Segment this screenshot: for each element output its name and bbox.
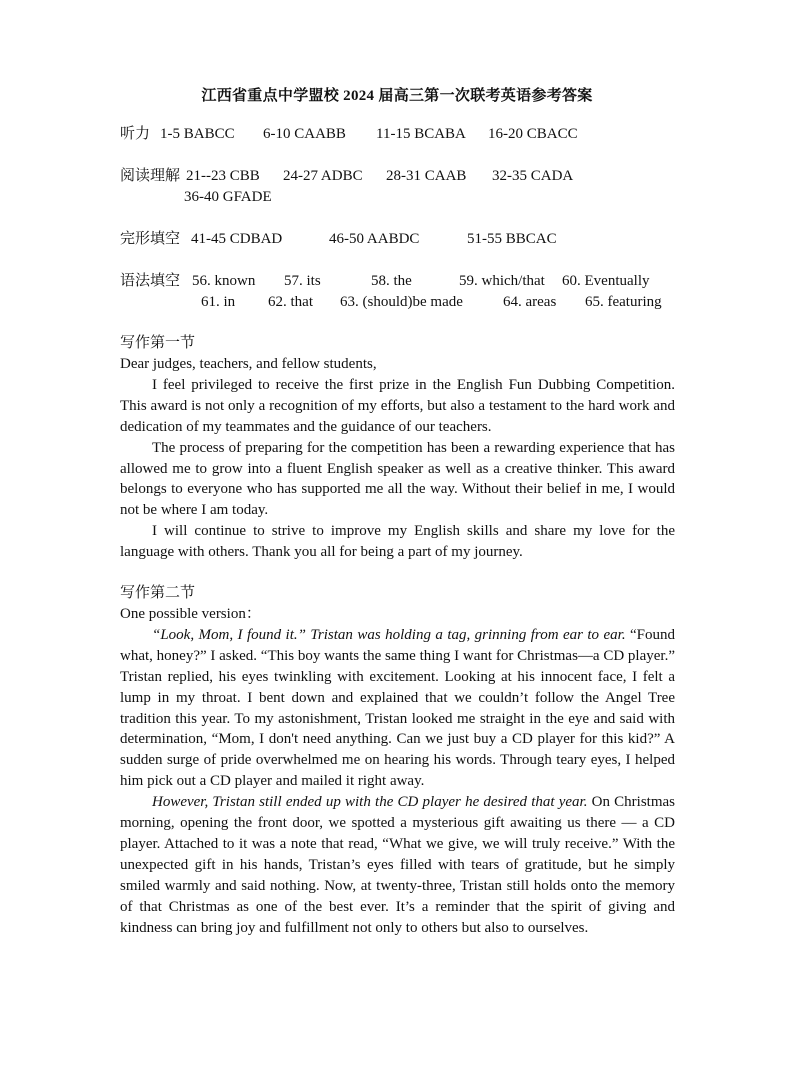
writing2-paragraph [120, 625, 675, 792]
writing2-body [120, 604, 675, 939]
writing1-salutation: Dear judges, teachers, and fellow students, [120, 356, 377, 372]
grammar-answer: 61. in [201, 294, 236, 310]
writing2-opening-line: However, Tristan still ended up with the CD player he desired that year. [152, 794, 588, 811]
cloze-group: 51-55 BBCAC [467, 231, 557, 247]
writing2-paragraph-text: “Found what, honey?” I asked. “This boy wants the same thing I want for Christmas—a CD player.” Tristan replied, his eyes twinkling with excitement. Looking at his innocent face, I felt a lump in my throat. I bent down and explained that we couldn’t follow the Angel Tree tradition this year. To my astonishment, Tristan looked me straight in the eye and said with determination, “Mom, I don't need anything. Can we just buy a CD player for this kid?” A sudden surge of pride overwhelmed me on hearing his words. Through teary eyes, I helped him pick out a CD player and mailed it right away. [120, 626, 676, 790]
listening-group: 1-5 BABCC [160, 126, 235, 142]
page-title: 江西省重点中学盟校 2024 届高三第一次联考英语参考答案 [201, 88, 593, 104]
writing1-body [120, 354, 675, 563]
cloze-row [120, 229, 680, 249]
reading-group: 28-31 CAAB [386, 168, 467, 184]
reading-group: 21--23 CBB [186, 168, 260, 184]
reading-row [120, 166, 680, 186]
grammar-answer: 60. Eventually [562, 273, 650, 289]
writing1-heading: 写作第一节 [120, 335, 196, 351]
grammar-answer: 62. that [268, 294, 313, 310]
writing1-paragraph: I feel privileged to receive the first prize in the English Fun Dubbing Competition. This award is not only a recognition of my efforts, but also a testament to the hard work and dedication of my teammates and the guidance of our teachers. [120, 376, 675, 435]
cloze-group: 46-50 AABDC [329, 231, 420, 247]
grammar-row-1 [120, 271, 680, 291]
grammar-answer: 65. featuring [585, 294, 662, 310]
listening-label: 听力 [120, 126, 151, 142]
grammar-label: 语法填空 [120, 273, 181, 289]
reading-group: 24-27 ADBC [283, 168, 363, 184]
writing2-heading: 写作第二节 [120, 585, 196, 601]
grammar-answer: 59. which/that [459, 273, 545, 289]
writing1-paragraph: I will continue to strive to improve my English skills and share my love for the language with others. Thank you all for being a part of my journey. [120, 523, 675, 561]
listening-group: 11-15 BCABA [376, 126, 466, 142]
writing2-paragraph [120, 792, 675, 938]
writing2-opening-line: “Look, Mom, I found it.” Tristan was holding a tag, grinning from ear to ear. [152, 626, 626, 643]
grammar-answer: 57. its [284, 273, 321, 289]
reading-group: 32-35 CADA [492, 168, 574, 184]
grammar-answer: 58. the [371, 273, 412, 289]
reading-label: 阅读理解 [120, 168, 181, 184]
grammar-answer: 64. areas [503, 294, 557, 310]
writing2-intro: One possible version： [120, 606, 261, 622]
listening-row [120, 124, 680, 144]
listening-group: 6-10 CAABB [263, 126, 346, 142]
listening-group: 16-20 CBACC [488, 126, 578, 142]
grammar-answer: 63. (should)be made [340, 294, 463, 310]
reading-group: 36-40 GFADE [184, 189, 272, 205]
cloze-label: 完形填空 [120, 231, 181, 247]
reading-row-2 [120, 187, 680, 207]
grammar-row-2 [120, 292, 680, 312]
cloze-group: 41-45 CDBAD [191, 231, 283, 247]
writing1-paragraph: The process of preparing for the competition has been a rewarding experience that has allowed me to grow into a fluent English speaker as well as a creative thinker. This award belongs to everyone who has supported me all the way. Without their belief in me, I would not be where I am today. [120, 439, 675, 519]
grammar-answer: 56. known [192, 273, 256, 289]
writing2-paragraph-text: On Christmas morning, opening the front door, we spotted a mysterious gift awaiting us there — a CD player. Attached to it was a note that read, “What we give, we will truly receive.” With the unexpected gift in his hands, Tristan’s eyes filled with tears of gratitude, but he simply smiled warmly and said nothing. Now, at twenty-three, Tristan still holds onto the memory of that Christmas as one of the best ever. It’s a reminder that the spirit of giving and kindness can bring joy and fulfillment not only to others but also to ourselves. [120, 794, 675, 936]
